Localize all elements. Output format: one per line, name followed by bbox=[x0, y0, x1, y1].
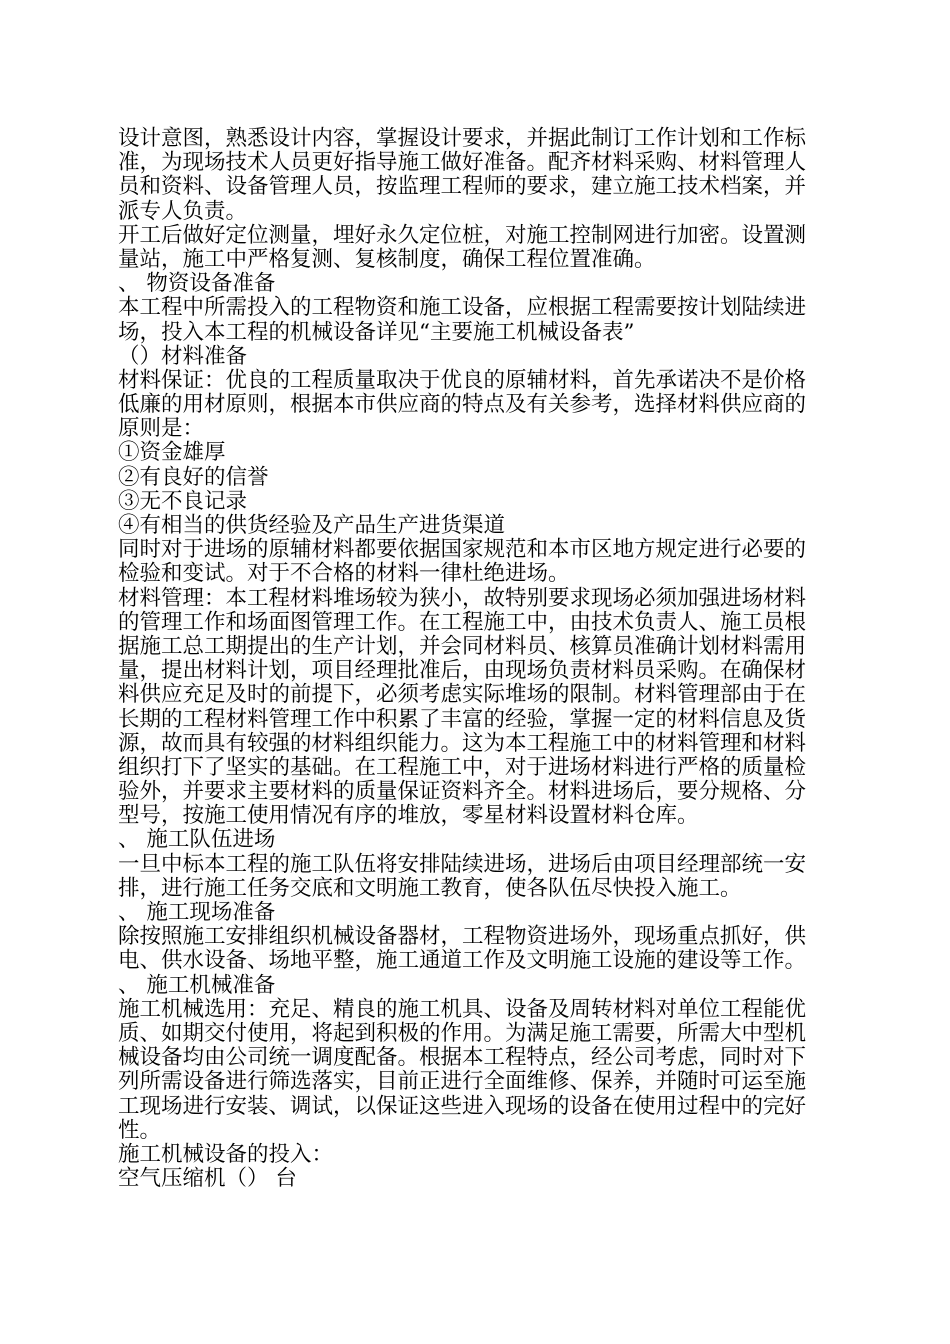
text-line: 性。 bbox=[118, 1117, 162, 1143]
text-line: 除按照施工安排组织机械设备器材，工程物资进场外，现场重点抓好，供 bbox=[118, 924, 807, 950]
text-line: 一旦中标本工程的施工队伍将安排陆续进场，进场后由项目经理部统一安 bbox=[118, 851, 807, 877]
text-line: ②有良好的信誉 bbox=[118, 464, 269, 490]
text-line: 量，提出材料计划，项目经理批准后，由现场负责材料员采购。在确保材 bbox=[118, 658, 807, 684]
paragraph bbox=[118, 441, 834, 465]
paragraph bbox=[118, 853, 834, 901]
paragraph bbox=[118, 925, 834, 973]
paragraph bbox=[118, 514, 834, 538]
text-line: 施工机械设备的投入： bbox=[118, 1141, 334, 1167]
text-line: 排，进行施工任务交底和文明施工教育，使各队伍尽快投入施工。 bbox=[118, 875, 742, 901]
text-line: ③无不良记录 bbox=[118, 488, 248, 514]
text-line: 型号，按施工使用情况有序的堆放，零星材料设置材料仓库。 bbox=[118, 803, 699, 829]
text-line: （）材料准备 bbox=[118, 343, 248, 369]
text-line: 、 物资设备准备 bbox=[118, 271, 276, 297]
paragraph bbox=[118, 828, 834, 852]
text-line: 械设备均由公司统一调度配备。根据本工程特点，经公司考虑，同时对下 bbox=[118, 1045, 807, 1071]
text-line: 量站，施工中严格复测、复核制度，确保工程位置准确。 bbox=[118, 246, 656, 272]
text-line: 场，投入本工程的机械设备详见“主要施工机械设备表” bbox=[118, 319, 635, 345]
text-line: 源，故而具有较强的材料组织能力。这为本工程施工中的材料管理和材料 bbox=[118, 730, 807, 756]
text-line: 、 施工现场准备 bbox=[118, 900, 276, 925]
text-line: 准，为现场技术人员更好指导施工做好准备。配齐材料采购、材料管理人 bbox=[118, 150, 807, 176]
text-line: 施工机械选用：充足、精良的施工机具、设备及周转材料对单位工程能优 bbox=[118, 996, 807, 1022]
text-line: 检验和变试。对于不合格的材料一律杜绝进场。 bbox=[118, 561, 570, 587]
text-line: 设计意图，熟悉设计内容，掌握设计要求，并据此制订工作计划和工作标 bbox=[118, 126, 807, 151]
text-line: 同时对于进场的原辅材料都要依据国家规范和本市区地方规定进行必要的 bbox=[118, 537, 807, 563]
paragraph bbox=[118, 466, 834, 490]
paragraph bbox=[118, 127, 834, 224]
text-line: 原则是： bbox=[118, 416, 205, 442]
paragraph bbox=[118, 224, 834, 272]
text-line: 员和资料、设备管理人员，按监理工程师的要求，建立施工技术档案，并 bbox=[118, 174, 807, 200]
text-line: 列所需设备进行筛选落实，目前正进行全面维修、保养，并随时可运至施 bbox=[118, 1069, 807, 1095]
text-line: 本工程中所需投入的工程物资和施工设备，应根据工程需要按计划陆续进 bbox=[118, 295, 807, 321]
paragraph bbox=[118, 587, 834, 829]
text-line: 、 施工队伍进场 bbox=[118, 827, 276, 853]
text-line: 的管理工作和场面图管理工作。在工程施工中，由技术负责人、施工员根 bbox=[118, 609, 807, 635]
paragraph bbox=[118, 1143, 834, 1167]
text-line: 据施工总工期提出的生产计划，并会同材料员、核算员准确计划材料需用 bbox=[118, 633, 807, 659]
text-line: 、 施工机械准备 bbox=[118, 972, 276, 998]
paragraph bbox=[118, 1167, 834, 1191]
text-line: ④有相当的供货经验及产品生产进货渠道 bbox=[118, 513, 506, 538]
text-line: 料供应充足及时的前提下，必须考虑实际堆场的限制。材料管理部由于在 bbox=[118, 682, 807, 708]
text-line: 验外，并要求主要材料的质量保证资料齐全。材料进场后，要分规格、分 bbox=[118, 779, 807, 805]
paragraph bbox=[118, 272, 834, 296]
text-line: 长期的工程材料管理工作中积累了丰富的经验，掌握一定的材料信息及货 bbox=[118, 706, 807, 732]
text-line: 派专人负责。 bbox=[118, 198, 248, 224]
text-line: 组织打下了坚实的基础。在工程施工中，对于进场材料进行严格的质量检 bbox=[118, 754, 807, 780]
paragraph bbox=[118, 369, 834, 442]
text-line: 空气压缩机（） 台 bbox=[118, 1166, 297, 1192]
paragraph bbox=[118, 901, 834, 925]
text-line: 质、如期交付使用，将起到积极的作用。为满足施工需要，所需大中型机 bbox=[118, 1020, 807, 1046]
paragraph bbox=[118, 490, 834, 514]
paragraph bbox=[118, 345, 834, 369]
text-line: 电、供水设备、场地平整，施工通道工作及文明施工设施的建设等工作。 bbox=[118, 948, 807, 974]
text-line: 工现场进行安装、调试，以保证这些进入现场的设备在使用过程中的完好 bbox=[118, 1093, 807, 1119]
text-line: 材料保证：优良的工程质量取决于优良的原辅材料，首先承诺决不是价格 bbox=[118, 367, 807, 393]
paragraph bbox=[118, 998, 834, 1143]
text-line: 材料管理：本工程材料堆场较为狭小，故特别要求现场必须加强进场材料 bbox=[118, 585, 807, 611]
paragraph bbox=[118, 974, 834, 998]
text-line: ①资金雄厚 bbox=[118, 440, 226, 466]
text-line: 低廉的用材原则，根据本市供应商的特点及有关参考，选择材料供应商的 bbox=[118, 392, 807, 418]
paragraph bbox=[118, 296, 834, 344]
document-page bbox=[118, 127, 834, 1191]
text-line: 开工后做好定位测量，埋好永久定位桩，对施工控制网进行加密。设置测 bbox=[118, 222, 807, 248]
paragraph bbox=[118, 538, 834, 586]
